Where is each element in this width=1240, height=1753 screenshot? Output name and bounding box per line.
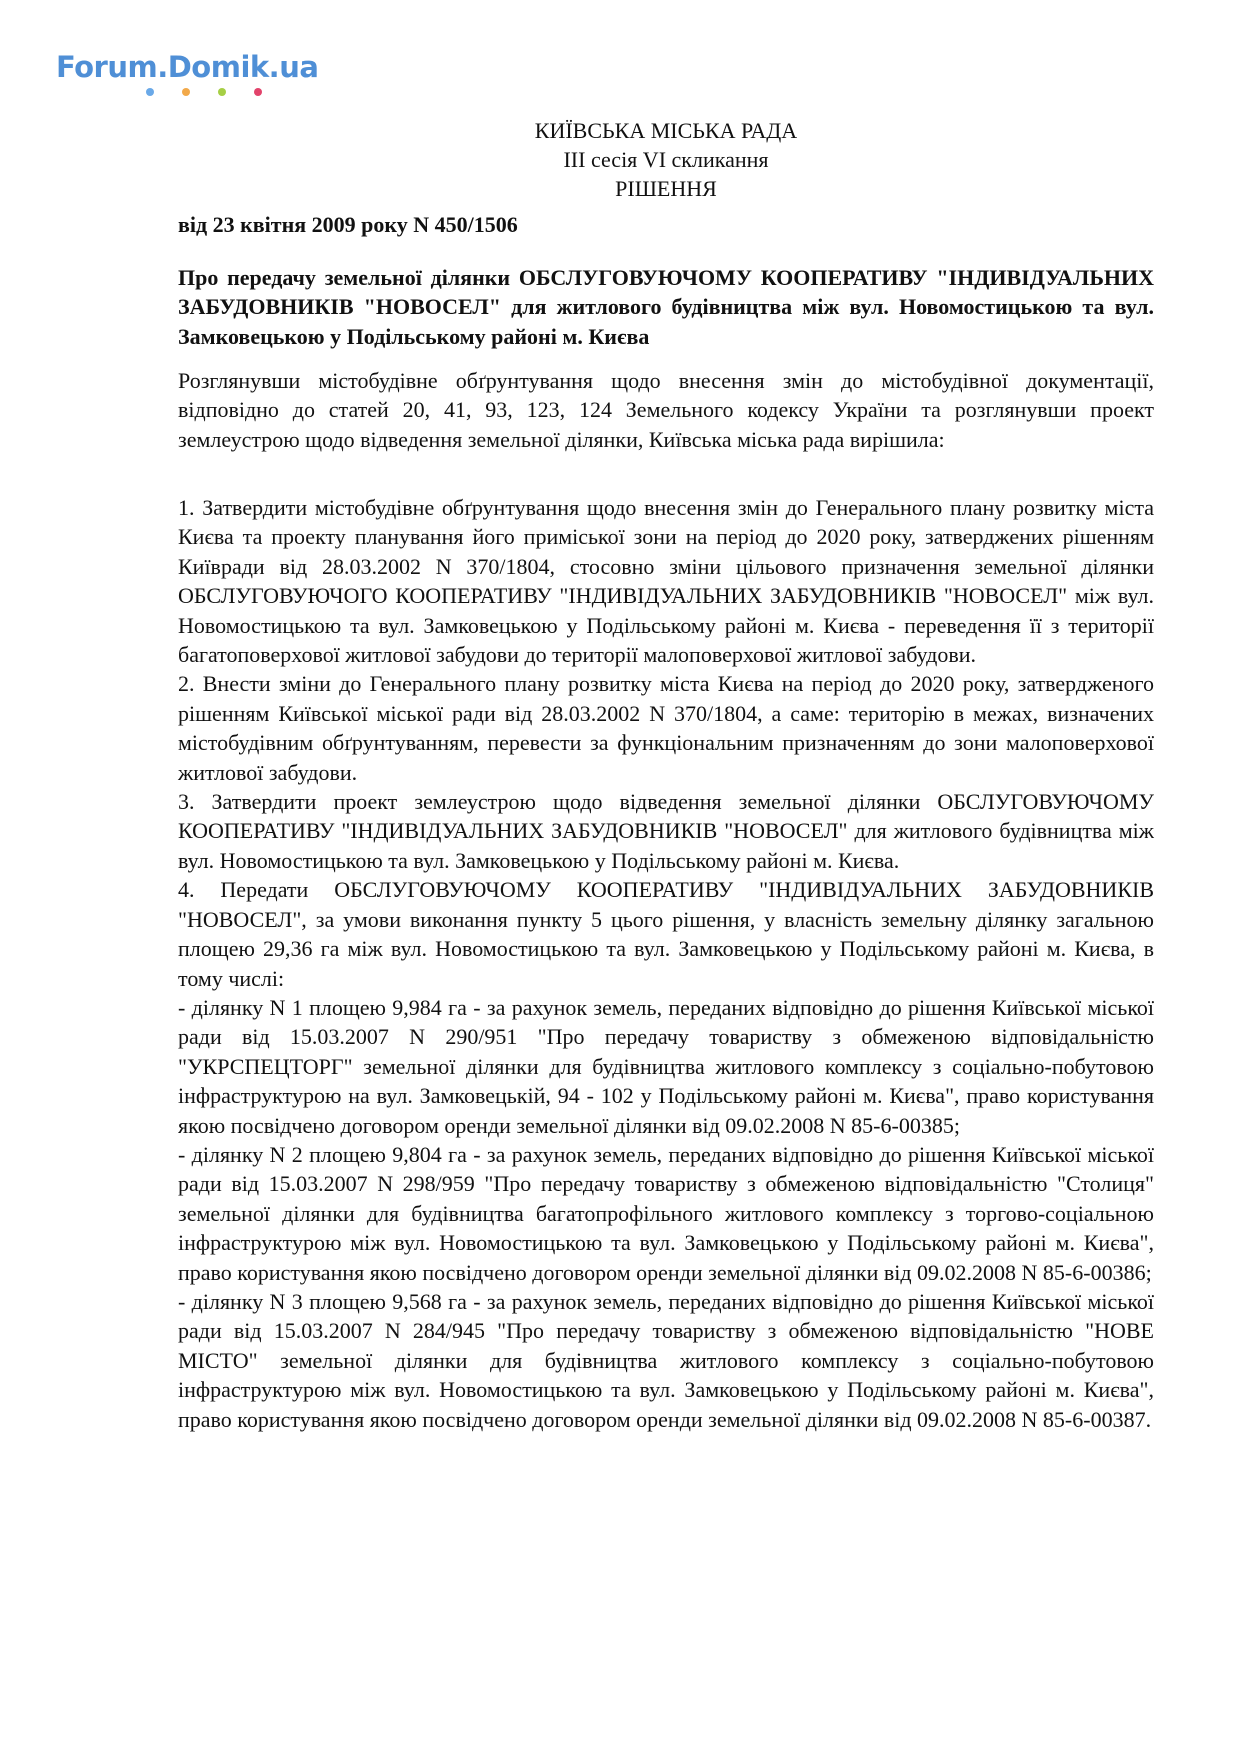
plot-1-clause: - ділянку N 1 площею 9,984 га - за рахунок земель, переданих відповідно до рішення Київської міської ради від 15.03.2007 N 290/951 "Про передачу товариству з обмеженою відповідальністю "УКРСПЕЦТОРГ" земельної ділянки для будівництва житлового комплексу з соціально-побутовою інфраструктурою на вул. Замковецькій, 94 - 102 у Подільському районі м. Києва", право користування якою посвідчено договором оренди земельної ділянки від 09.02.2008 N 85-6-00385; [178,994,1154,1138]
watermark-dot [146,88,154,96]
decision-item-4: 4. Передати ОБСЛУГОВУЮЧОМУ КООПЕРАТИВУ "ІНДИВІДУАЛЬНИХ ЗАБУДОВНИКІВ "НОВОСЕЛ", за умови виконання пункту 5 цього рішення, у власність земельну ділянку загальною площею 29,36 га між вул. Новомостицькою та вул. Замковецькою у Подільському районі м. Києва, в тому числі: [178,877,1154,991]
watermark-dot [182,88,190,96]
decision-date-number: від 23 квітня 2009 року N 450/1506 [178,212,518,237]
plot-2-clause: - ділянку N 2 площею 9,804 га - за рахунок земель, переданих відповідно до рішення Київської міської ради від 15.03.2007 N 298/959 "Про передачу товариству з обмеженою відповідальністю "Столиця" земельної ділянки для будівництва багатопрофільного житлового комплексу з торгово-соціальною інфраструктурою між вул. Новомостицькою та вул. Замковецькою у Подільському районі м. Києва", право користування якою посвідчено договором оренди земельної ділянки від 09.02.2008 N 85-6-00386; [178,1141,1154,1285]
session-line: III сесія VI скликання [563,147,769,172]
document-header [0,116,1240,203]
decision-item-3: 3. Затвердити проект землеустрою щодо відведення земельної ділянки ОБСЛУГОВУЮЧОМУ КООПЕРАТИВУ "ІНДИВІДУАЛЬНИХ ЗАБУДОВНИКІВ "НОВОСЕЛ" для житлового будівництва між вул. Новомостицькою та вул. Замковецькою у Подільському районі м. Києва. [178,789,1154,873]
preamble: Розглянувши містобудівне обґрунтування щодо внесення змін до містобудівної документації, відповідно до статей 20, 41, 93, 123, 124 Земельного кодексу України та розглянувши проект землеустрою щодо відведення земельної ділянки, Київська міська рада вирішила: [178,368,1154,452]
decision-item-2: 2. Внести зміни до Генерального плану розвитку міста Києва на період до 2020 року, затвердженого рішенням Київської міської ради від 28.03.2002 N 370/1804, а саме: територію в межах, визначених містобудівним обґрунтуванням, перевести за функціональним призначенням до зони малоповерхової житлової забудови. [178,671,1154,785]
plot-3-clause: - ділянку N 3 площею 9,568 га - за рахунок земель, переданих відповідно до рішення Київської міської ради від 15.03.2007 N 284/945 "Про передачу товариству з обмеженою відповідальністю "НОВЕ МІСТО" земельної ділянки для будівництва житлового комплексу з соціально-побутовою інфраструктурою між вул. Новомостицькою та вул. Замковецькою у Подільському районі м. Києва", право користування якою посвідчено договором оренди земельної ділянки від 09.02.2008 N 85-6-00387. [178,1288,1154,1432]
watermark-dot [218,88,226,96]
decision-title: Про передачу земельної ділянки ОБСЛУГОВУЮЧОМУ КООПЕРАТИВУ "ІНДИВІДУАЛЬНИХ ЗАБУДОВНИКІВ "НОВОСЕЛ" для житлового будівництва між вул. Новомостицькою та вул. Замковецькою у Подільському районі м. Києва [178,265,1154,349]
watermark-dot [254,88,262,96]
site-watermark-logo [56,50,318,84]
watermark-dots [146,88,266,100]
watermark-text: Forum.Domik.ua [56,50,319,84]
document-type: РІШЕННЯ [615,176,717,201]
decision-item-1: 1. Затвердити містобудівне обґрунтування щодо внесення змін до Генерального плану розвитку міста Києва та проекту планування його приміської зони на період до 2020 року, затверджених рішенням Київради від 28.03.2002 N 370/1804, стосовно зміни цільового призначення земельної ділянки ОБСЛУГОВУЮЧОГО КООПЕРАТИВУ "ІНДИВІДУАЛЬНИХ ЗАБУДОВНИКІВ "НОВОСЕЛ" між вул. Новомостицькою та вул. Замковецькою у Подільському районі м. Києва - переведення її з території багатоповерхової житлової забудови до території малоповерхової житлової забудови. [178,495,1154,668]
decision-items [178,493,1154,1434]
council-name: КИЇВСЬКА МІСЬКА РАДА [534,118,798,143]
